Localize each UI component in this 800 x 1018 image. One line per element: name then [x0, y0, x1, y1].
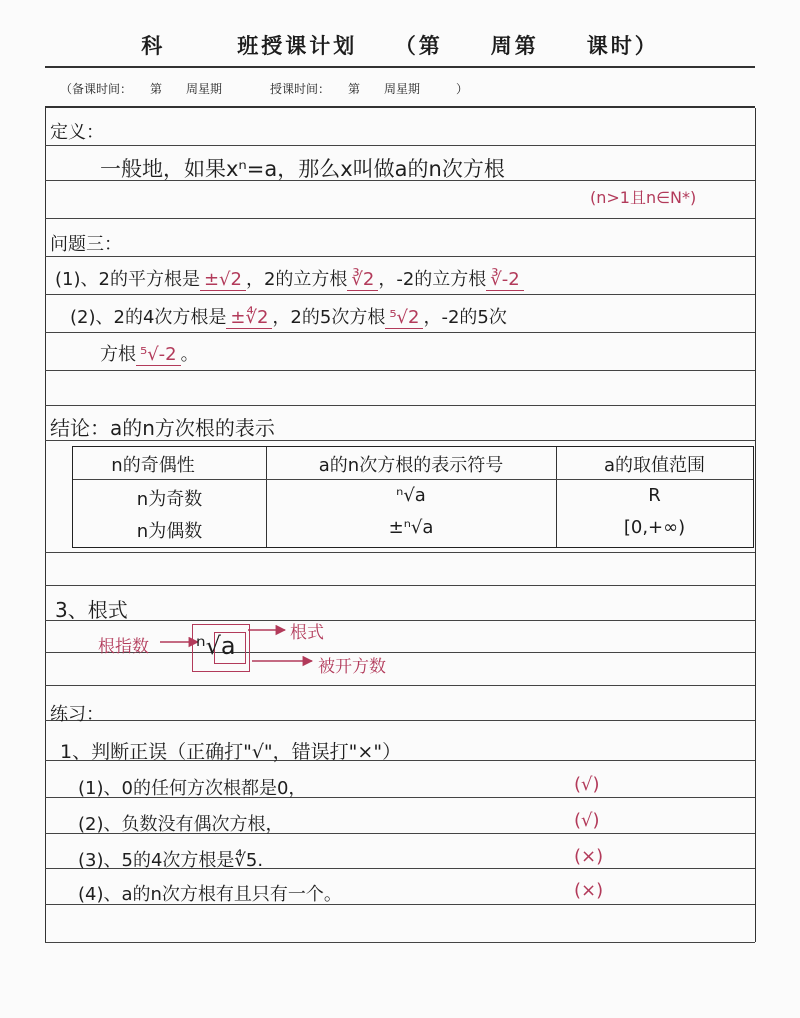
exercise-task: 1、判断正误（正确打"√"，错误打"×"）: [60, 741, 402, 763]
q1-text-b: ，2的立方根: [245, 269, 348, 290]
definition-label: 定义：: [50, 122, 104, 143]
teach-time: 授课时间： 第 周星期 ）: [270, 82, 469, 96]
q2-answer-d: ⁵√-2: [136, 344, 181, 366]
q1-text-a: (1)、2的平方根是: [55, 269, 200, 290]
q2-text-b: ，2的5次方根: [272, 307, 386, 328]
prep-time: （备课时间： 第 周星期: [60, 82, 223, 96]
q1-answer-c: ∛-2: [486, 269, 523, 291]
q1-answer-a: ±√2: [200, 269, 246, 291]
table-cell: R: [648, 485, 661, 506]
plan-label: 班授课计划: [237, 33, 358, 58]
exercise-label: 练习：: [50, 704, 104, 725]
exercise-mark: (×): [574, 846, 604, 867]
q2-answer-a: ±∜2: [226, 307, 272, 329]
q1-text-c: ，-2的立方根: [378, 269, 487, 290]
q2-answer-b: ⁵√2: [385, 307, 423, 329]
table-header: a的取值范围: [603, 455, 706, 476]
exercise-item: (3)、5的4次方根是∜5.: [78, 850, 264, 871]
problem3-label: 问题三：: [50, 234, 122, 255]
radical-label: 3、根式: [55, 598, 128, 622]
period-label: 周第: [490, 33, 539, 58]
exercise-item: (1)、0的任何方次根都是0，: [78, 778, 307, 799]
conclusion-label: 结论：a的n方次根的表示: [50, 416, 275, 440]
table-cell: n为偶数: [136, 521, 203, 542]
q1-answer-b: ∛2: [347, 269, 378, 291]
table-cell: n为奇数: [136, 489, 203, 510]
lesson-label: 课时）: [586, 33, 659, 58]
exercise-mark: (√): [574, 810, 600, 831]
exercise-item: (4)、a的n次方根有且只有一个。: [78, 884, 342, 905]
definition-condition: (n>1且n∈N*): [590, 188, 697, 207]
table-header: n的奇偶性: [111, 455, 195, 476]
table-cell: ±ⁿ√a: [388, 517, 434, 538]
table-cell: ⁿ√a: [396, 485, 426, 506]
exercise-item: (2)、负数没有偶次方根，: [78, 814, 284, 835]
exercise-mark: (×): [574, 880, 604, 901]
radical-index-label: 根指数: [98, 637, 149, 657]
table-cell: [0,+∞): [623, 517, 686, 538]
exercise-mark: (√): [574, 774, 600, 795]
radicand-label: 被开方数: [318, 657, 386, 677]
q2-text-c: ，-2的5次: [423, 307, 507, 328]
radical-expression: ⁿ√a: [196, 632, 236, 660]
definition-text: 一般地，如果xⁿ=a，那么x叫做a的n次方根: [100, 157, 505, 181]
table-header: a的n次方根的表示符号: [318, 455, 504, 476]
subject-label: 科: [141, 33, 166, 58]
week-label: （第: [405, 33, 443, 58]
q2-end: 。: [180, 344, 199, 365]
q2-text-d: 方根: [100, 344, 136, 365]
radical-term-label: 根式: [290, 623, 324, 643]
q2-text-a: (2)、2的4次方根是: [70, 307, 227, 328]
